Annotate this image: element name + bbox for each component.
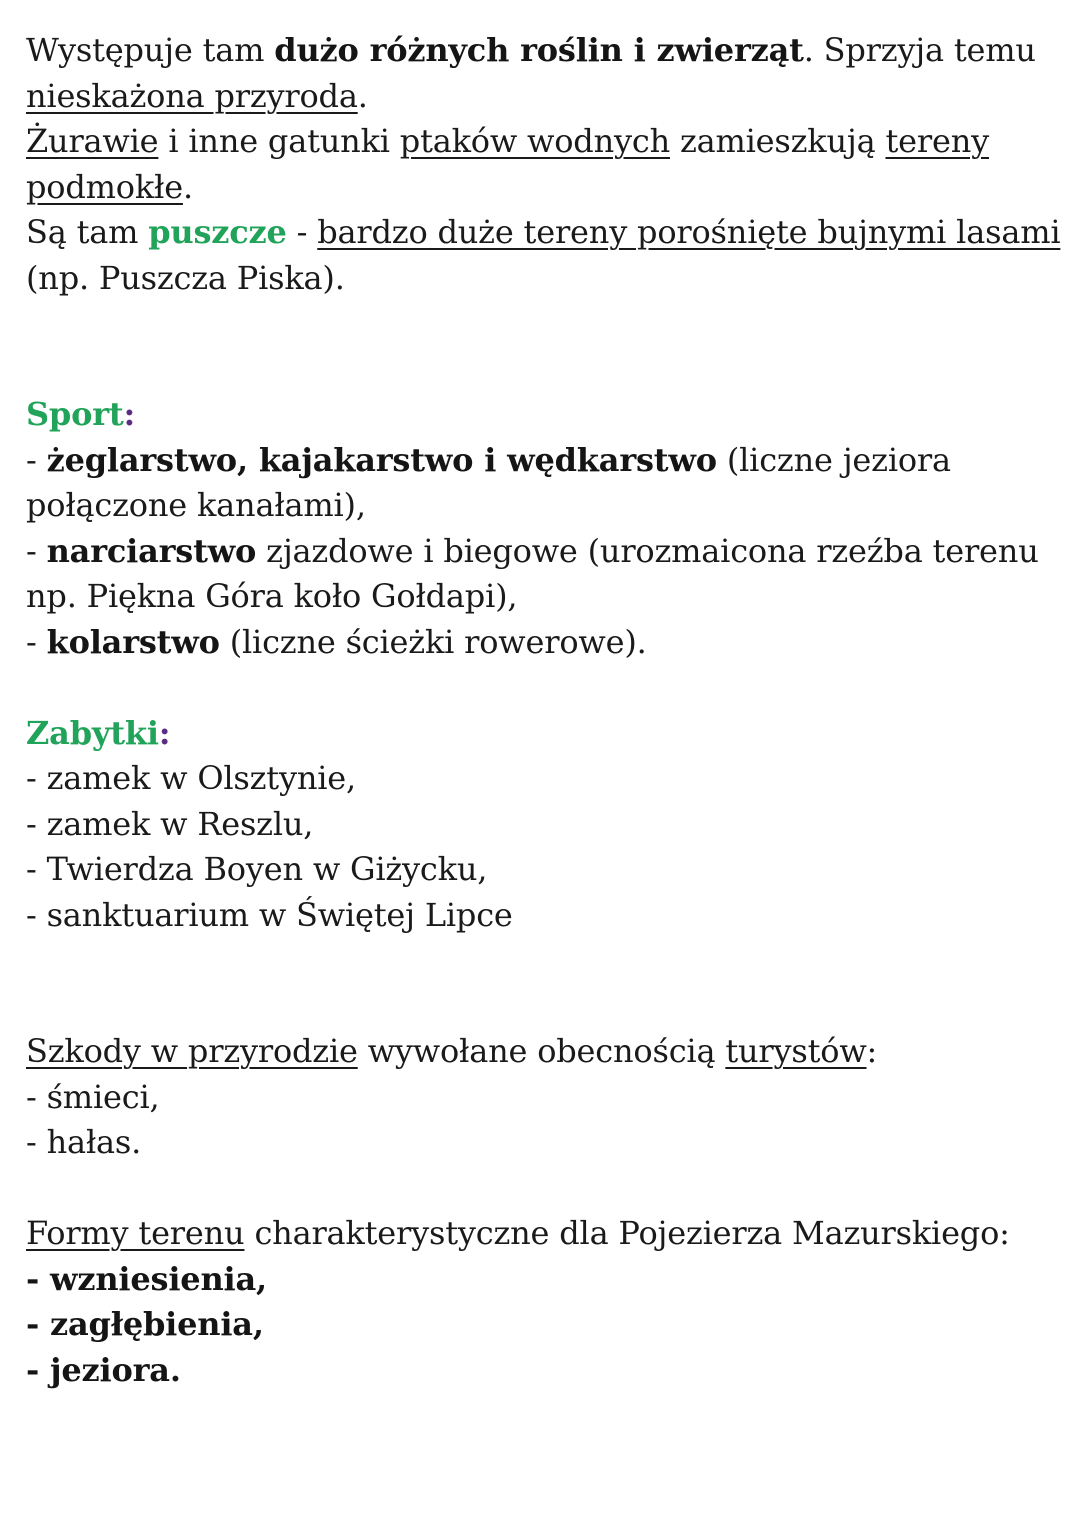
underlined-text: nieskażona przyroda [26, 76, 358, 115]
sport-item-cont: połączone kanałami), [26, 486, 366, 524]
szkody-section [26, 1029, 1066, 1166]
zabytki-item: - sanktuarium w Świętej Lipce [26, 895, 513, 934]
formy-heading [26, 1211, 1066, 1257]
intro-line [26, 165, 1066, 211]
intro-line [26, 28, 1066, 74]
heading-text: Zabytki [26, 713, 159, 752]
underlined-text: bardzo duże tereny porośnięte bujnymi lasami [317, 213, 1061, 251]
sport-item [26, 529, 1066, 575]
underlined-text: Formy terenu [26, 1214, 245, 1252]
formy-item [26, 1257, 1066, 1303]
sport-section [26, 392, 1066, 665]
bold-text: dużo różnych roślin i zwierząt [274, 31, 804, 69]
highlight-text: puszcze [148, 213, 287, 251]
intro-line [26, 74, 1066, 120]
zabytki-item: - zamek w Reszlu, [26, 804, 314, 843]
intro-section [26, 28, 1066, 301]
dash: - [26, 531, 47, 570]
sport-item [26, 438, 1066, 484]
formy-item [26, 1348, 1066, 1394]
intro-line [26, 119, 1066, 165]
zabytki-item: - Twierdza Boyen w Giżycku, [26, 850, 488, 888]
text: . Sprzyja temu [803, 31, 1036, 69]
text: . [357, 76, 368, 115]
heading-colon: : [123, 395, 136, 433]
formy-item [26, 1302, 1066, 1348]
underlined-text: turystów [725, 1032, 867, 1070]
document-page [26, 28, 1066, 1393]
text: : [866, 1032, 878, 1070]
bold-text: - jeziora. [26, 1350, 181, 1389]
underlined-text: podmokłe [26, 167, 183, 206]
text: wywołane obecnością [357, 1032, 726, 1070]
szkody-item: - śmieci, [26, 1077, 160, 1116]
sport-item-cont: np. Piękna Góra koło Gołdapi), [26, 577, 518, 615]
dash: - [26, 440, 47, 479]
bold-text: - wzniesienia, [26, 1259, 267, 1298]
underlined-text: ptaków wodnych [399, 122, 670, 160]
underlined-text: Żurawie [26, 122, 159, 160]
szkody-heading [26, 1029, 1066, 1075]
bold-text: kolarstwo [46, 622, 220, 661]
intro-line [26, 210, 1066, 256]
text: charakterystyczne dla Pojezierza Mazurskiego: [244, 1214, 1010, 1252]
bold-text: żeglarstwo, kajakarstwo i wędkarstwo [46, 440, 717, 479]
zabytki-item: - zamek w Olsztynie, [26, 759, 356, 797]
intro-line: (np. Puszcza Piska). [26, 258, 345, 297]
heading-text: Sport [26, 395, 124, 433]
zabytki-heading [26, 711, 1066, 757]
formy-section [26, 1211, 1066, 1393]
text: - [286, 213, 318, 251]
text: zjazdowe i biegowe (urozmaicona rzeźba terenu [256, 531, 1039, 570]
heading-colon: : [158, 713, 171, 752]
text: i inne gatunki [158, 122, 400, 160]
underlined-text: Szkody w przyrodzie [26, 1032, 358, 1070]
text: zamieszkują [669, 122, 886, 160]
text: (liczne ścieżki rowerowe). [219, 622, 647, 661]
underlined-text: tereny [885, 122, 989, 160]
sport-item [26, 620, 1066, 666]
text: Występuje tam [26, 31, 275, 69]
zabytki-section [26, 711, 1066, 939]
szkody-item: - hałas. [26, 1123, 142, 1161]
text: (liczne jeziora [716, 440, 951, 479]
bold-text: narciarstwo [46, 531, 257, 570]
bold-text: - zagłębienia, [26, 1305, 264, 1343]
dash: - [26, 622, 47, 661]
text: . [182, 167, 193, 206]
text: Są tam [26, 213, 149, 251]
sport-heading [26, 392, 1066, 438]
